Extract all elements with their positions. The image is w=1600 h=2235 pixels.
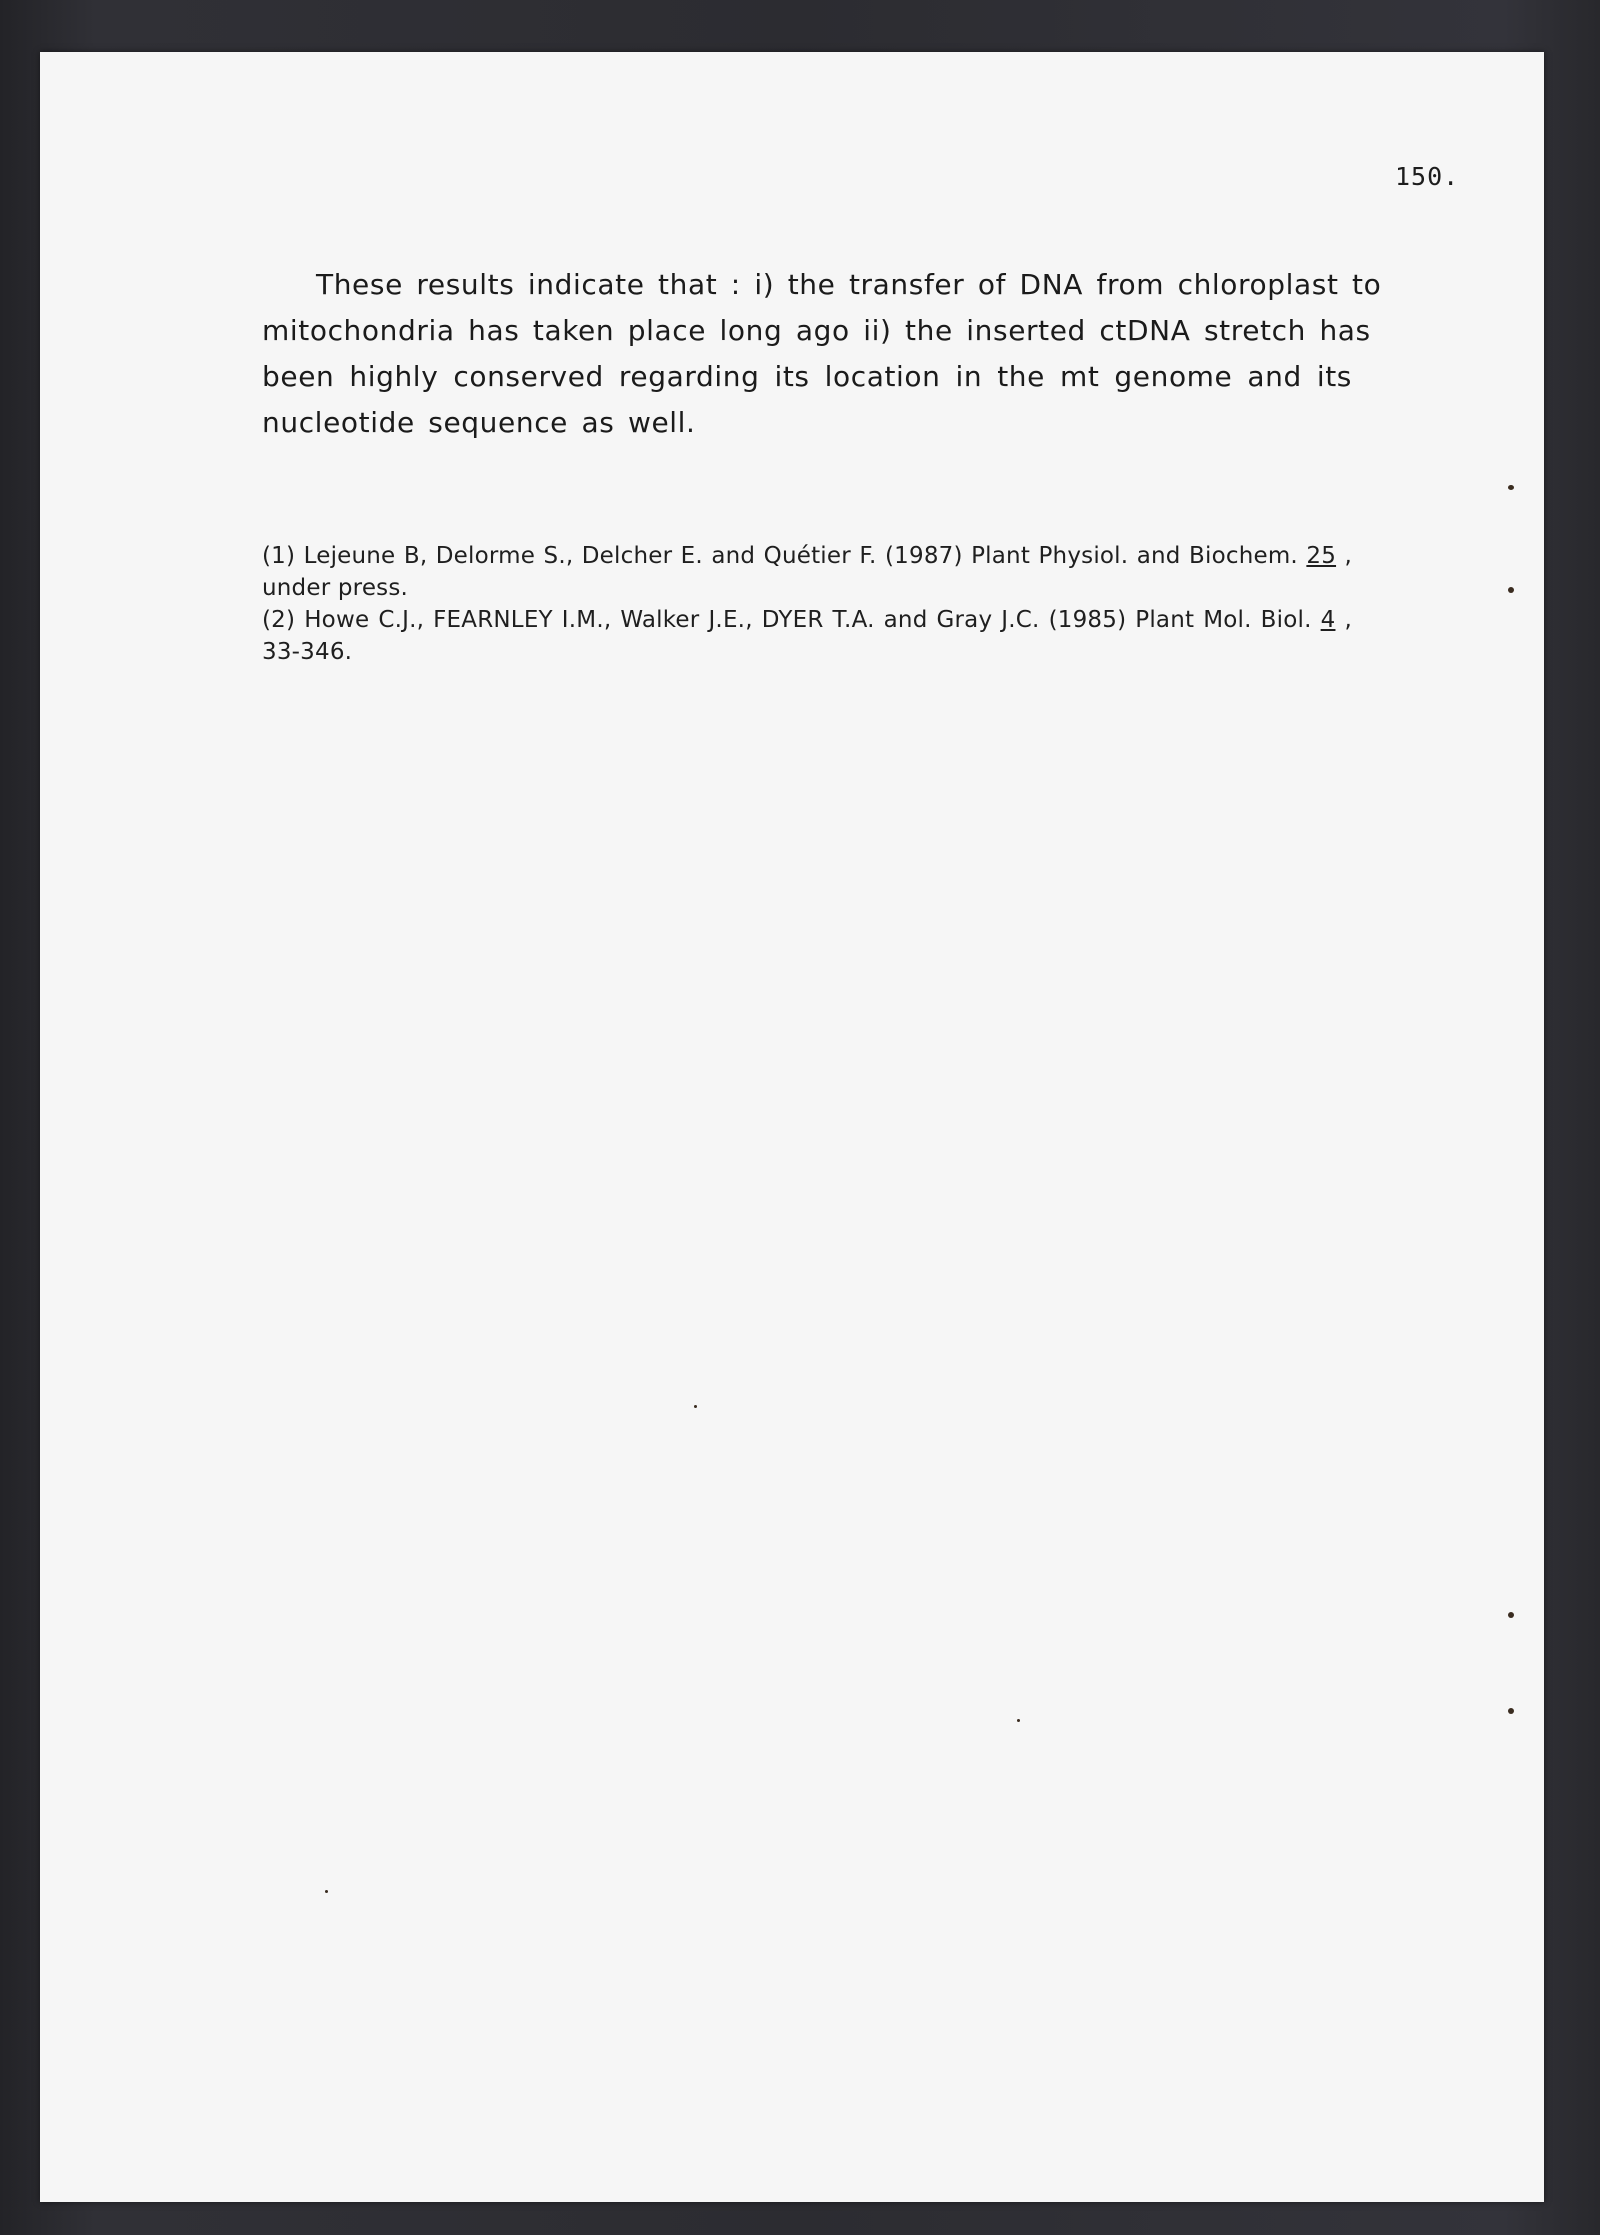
page-number: 150. bbox=[1395, 162, 1460, 191]
reference-volume: 25 bbox=[1306, 543, 1337, 569]
reference-line: 33-346. bbox=[262, 639, 353, 665]
reference-line bbox=[262, 540, 1352, 572]
reference-volume: 4 bbox=[1320, 607, 1336, 633]
reference-list bbox=[262, 540, 1352, 668]
paragraph-line: mitochondria has taken place long ago ii) the inserted ctDNA stretch has bbox=[262, 314, 1371, 347]
reference-line: under press. bbox=[262, 575, 409, 601]
paragraph-line: These results indicate that : i) the transfer of DNA from chloroplast to bbox=[316, 268, 1382, 301]
paper-speck bbox=[1508, 587, 1514, 593]
reference-line bbox=[262, 604, 1352, 636]
paragraph-line: been highly conserved regarding its location in the mt genome and its bbox=[262, 360, 1352, 393]
paper-speck bbox=[1508, 1708, 1514, 1714]
reference-punctuation: , bbox=[1336, 543, 1352, 569]
reference-text: (2) Howe C.J., FEARNLEY I.M., Walker J.E., DYER T.A. and Gray J.C. (1985) Plant Mol. Biol. bbox=[262, 607, 1321, 633]
paper-speck bbox=[1508, 485, 1514, 490]
paper-speck bbox=[1508, 1612, 1514, 1618]
paragraph-line: nucleotide sequence as well. bbox=[262, 406, 696, 439]
reference-item bbox=[262, 540, 1352, 604]
reference-item bbox=[262, 604, 1352, 668]
body-paragraph bbox=[262, 262, 1382, 446]
paper-speck bbox=[325, 1890, 328, 1893]
paper-speck bbox=[694, 1405, 697, 1408]
reference-text: (1) Lejeune B, Delorme S., Delcher E. and Quétier F. (1987) Plant Physiol. and Biochem. bbox=[262, 543, 1307, 569]
paper-speck bbox=[1017, 1719, 1020, 1722]
reference-punctuation: , bbox=[1335, 607, 1352, 633]
